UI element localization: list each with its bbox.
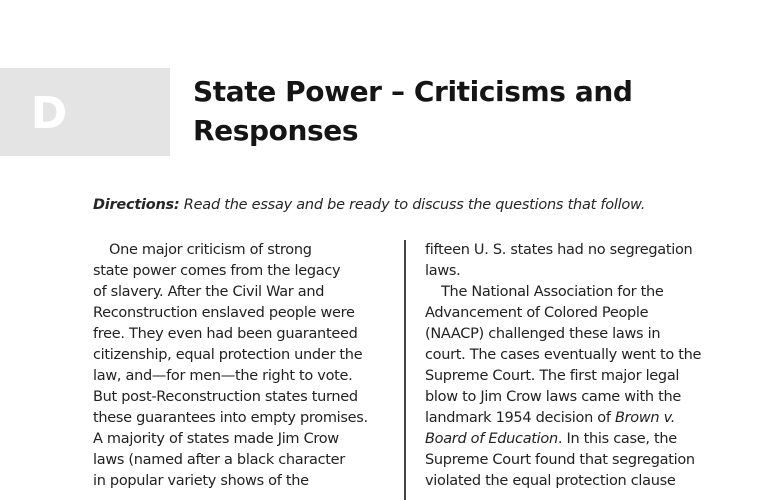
- essay-line: Supreme Court found that segregation: [425, 452, 695, 468]
- section-letter: D: [30, 88, 68, 139]
- essay-line: court. The cases eventually went to the: [425, 347, 702, 363]
- essay-line: violated the equal protection clause: [425, 473, 676, 489]
- essay-line: (NAACP) challenged these laws in: [425, 326, 661, 342]
- essay-left-column: [93, 240, 393, 492]
- essay-line: But post-Reconstruction states turned: [93, 389, 358, 405]
- directions-text: Read the essay and be ready to discuss the questions that follow.: [179, 197, 646, 213]
- essay-line: [425, 408, 725, 429]
- case-name-part: Brown v.: [614, 410, 676, 426]
- directions-label: Directions:: [93, 197, 180, 213]
- title-line-2: Responses: [193, 114, 359, 147]
- essay-line: One major criticism of strong: [109, 242, 312, 258]
- essay-line: laws (named after a black character: [93, 452, 345, 468]
- title-line-1: State Power – Criticisms and: [193, 75, 633, 108]
- essay-line: Supreme Court. The first major legal: [425, 368, 680, 384]
- page-title: [193, 72, 753, 150]
- essay-line: in popular variety shows of the: [93, 473, 309, 489]
- essay-line: citizenship, equal protection under the: [93, 347, 363, 363]
- essay-text: landmark 1954 decision of: [425, 410, 615, 426]
- essay-line: law, and—for men—the right to vote.: [93, 368, 353, 384]
- essay-line: [425, 429, 725, 450]
- essay-line: A majority of states made Jim Crow: [93, 431, 339, 447]
- essay-line: free. They even had been guaranteed: [93, 326, 358, 342]
- essay-line: these guarantees into empty promises.: [93, 410, 368, 426]
- essay-line: fifteen U. S. states had no segregation: [425, 242, 693, 258]
- case-name-part: Board of Education: [425, 431, 558, 447]
- essay-line: of slavery. After the Civil War and: [93, 284, 325, 300]
- essay-right-column: [425, 240, 725, 492]
- essay-text: . In this case, the: [557, 431, 677, 447]
- essay-line: The National Association for the: [441, 284, 664, 300]
- essay-line: state power comes from the legacy: [93, 263, 341, 279]
- essay-line: blow to Jim Crow laws came with the: [425, 389, 682, 405]
- essay-line: Advancement of Colored People: [425, 305, 649, 321]
- essay-line: laws.: [425, 263, 461, 279]
- section-letter-block: [0, 68, 170, 156]
- directions: [93, 197, 733, 213]
- column-divider: [404, 240, 406, 500]
- essay-line: Reconstruction enslaved people were: [93, 305, 355, 321]
